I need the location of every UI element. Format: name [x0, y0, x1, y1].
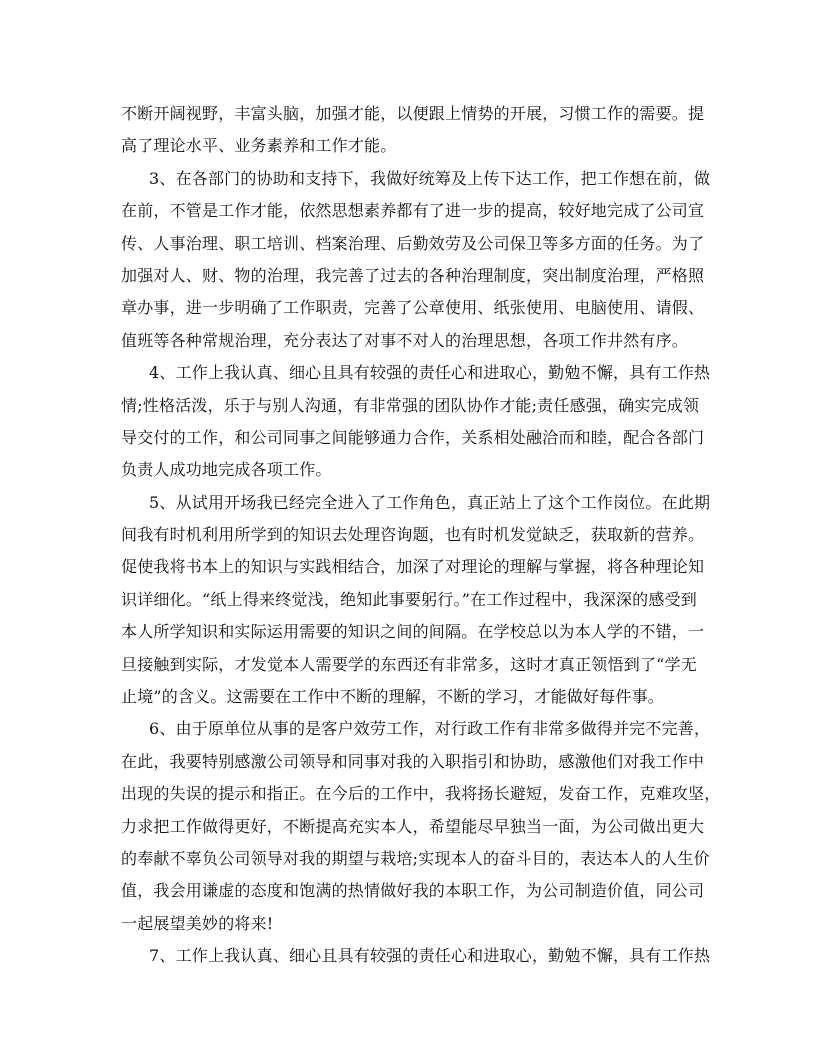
text-line: 情;性格活泼，乐于与别人沟通，有非常强的团队协作才能;责任感强，确实完成领 [121, 395, 700, 415]
text-line: 加强对人、财、物的治理，我完善了过去的各种治理制度，突出制度治理，严格照 [121, 265, 705, 285]
text-line: 本人所学知识和实际运用需要的知识之间的间隔。在学校总以为本人学的不错，一 [121, 622, 705, 642]
text-line: 止境”的含义。这需要在工作中不断的理解，不断的学习，才能做好每件事。 [121, 687, 664, 707]
text-line: 传、人事治理、职工培训、档案治理、后勤效劳及公司保卫等多方面的任务。为了 [121, 233, 705, 253]
text-line: 间我有时机利用所学到的知识去处理咨询题，也有时机发觉缺乏，获取新的营养。 [121, 525, 705, 545]
document-body [121, 98, 721, 973]
text-line: 在前，不管是工作才能，依然思想素养都有了进一步的提高，较好地完成了公司宣 [121, 201, 705, 221]
text-line: 高了理论水平、业务素养和工作才能。 [121, 136, 397, 156]
text-line: 值，我会用谦虚的态度和饱满的热情做好我的本职工作，为公司制造价值，同公司 [121, 881, 705, 901]
text-line: 促使我将书本上的知识与实践相结合，加深了对理论的理解与掌握，将各种理论知 [121, 557, 705, 577]
text-line: 负责人成功地完成各项工作。 [121, 460, 332, 480]
text-line: 值班等各种常规治理，充分表达了对事不对人的治理思想，各项工作井然有序。 [121, 330, 689, 350]
text-line: 7、工作上我认真、细心且具有较强的责任心和进取心，勤勉不懈，具有工作热 [149, 946, 711, 966]
text-line: 3、在各部门的协助和支持下，我做好统筹及上传下达工作，把工作想在前，做 [149, 168, 711, 188]
text-line: 章办事，进一步明确了工作职责，完善了公章使用、纸张使用、电脑使用、请假、 [121, 298, 705, 318]
text-line: 力求把工作做得更好，不断提高充实本人，希望能尽早独当一面，为公司做出更大 [121, 816, 705, 836]
text-line: 4、工作上我认真、细心且具有较强的责任心和进取心，勤勉不懈，具有工作热 [149, 363, 711, 383]
text-line: 识详细化。“纸上得来终觉浅，绝知此事要躬行。”在工作过程中，我深深的感受到 [121, 589, 697, 609]
text-line: 导交付的工作，和公司同事之间能够通力合作，关系相处融洽而和睦，配合各部门 [121, 427, 705, 447]
text-line: 旦接触到实际，才发觉本人需要学的东西还有非常多，这时才真正领悟到了“学无 [121, 654, 697, 674]
text-line: 在此，我要特别感激公司领导和同事对我的入职指引和协助，感激他们对我工作中 [121, 751, 705, 771]
text-line: 出现的失误的提示和指正。在今后的工作中，我将扬长避短，发奋工作，克难攻坚， [121, 784, 721, 804]
text-line: 的奉献不辜负公司领导对我的期望与栽培;实现本人的奋斗目的，表达本人的人生价 [121, 848, 710, 868]
text-line: 不断开阔视野，丰富头脑，加强才能，以便跟上情势的开展，习惯工作的需要。提 [121, 104, 705, 123]
text-line: 一起展望美妙的将来! [121, 913, 274, 933]
text-line: 5、从试用开场我已经完全进入了工作角色，真正站上了这个工作岗位。在此期 [149, 492, 711, 512]
text-line: 6、由于原单位从事的是客户效劳工作，对行政工作有非常多做得并完不完善， [149, 719, 711, 739]
